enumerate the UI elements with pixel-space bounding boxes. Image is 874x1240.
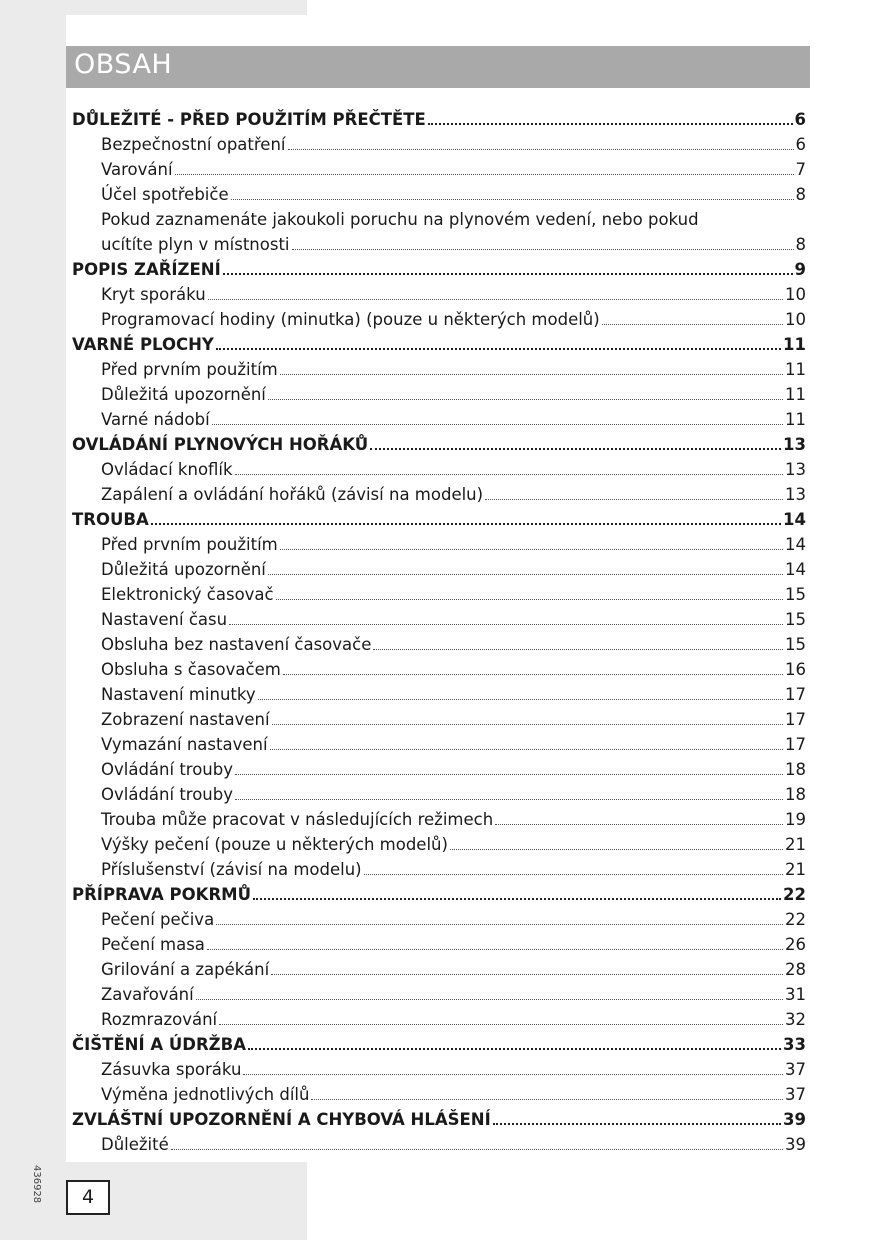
toc-section-entry[interactable] (66, 1107, 806, 1132)
toc-entry-label: Důležité (101, 1135, 169, 1154)
toc-entry-label: Zobrazení nastavení (101, 710, 270, 729)
toc-subsection-entry[interactable] (66, 282, 806, 307)
toc-entry-label: Výměna jednotlivých dílů (101, 1085, 310, 1104)
dot-leader (270, 749, 783, 750)
toc-subsection-entry[interactable] (66, 657, 806, 682)
dot-leader (450, 849, 783, 850)
dot-leader (253, 898, 781, 900)
toc-page-number: 6 (794, 110, 806, 129)
dot-leader (364, 874, 783, 875)
toc-page-number: 11 (785, 410, 806, 429)
page-number: 4 (66, 1180, 110, 1215)
toc-page-number: 8 (795, 185, 806, 204)
toc-page-number: 37 (785, 1060, 806, 1079)
title-bar (66, 46, 810, 88)
toc-subsection-entry[interactable] (66, 607, 806, 632)
toc-subsection-entry[interactable] (66, 1007, 806, 1032)
toc-subsection-entry[interactable] (66, 182, 806, 207)
toc-page-number: 9 (794, 260, 806, 279)
toc-page-number: 18 (785, 760, 806, 779)
toc-page-number: 10 (785, 285, 806, 304)
dot-leader (276, 599, 783, 600)
toc-subsection-entry[interactable] (66, 957, 806, 982)
dot-leader (212, 424, 783, 425)
toc-entry-label: Zapálení a ovládání hořáků (závisí na modelu) (101, 485, 484, 504)
toc-entry-label: ZVLÁŠTNÍ UPOZORNĚNÍ A CHYBOVÁ HLÁŠENÍ (72, 1110, 491, 1129)
dot-leader (370, 448, 781, 450)
toc-subsection-entry[interactable] (66, 457, 806, 482)
table-of-contents (66, 107, 806, 1157)
toc-entry-label: Nastavení minutky (101, 685, 256, 704)
dot-leader (235, 474, 783, 475)
dot-leader (175, 174, 794, 175)
toc-subsection-entry[interactable] (66, 757, 806, 782)
toc-subsection-entry[interactable] (66, 532, 806, 557)
dot-leader (280, 549, 783, 550)
toc-entry-label: DŮLEŽITÉ - PŘED POUŽITÍM PŘEČTĚTE (72, 110, 426, 129)
toc-subsection-entry[interactable] (66, 157, 806, 182)
toc-entry-label: Příslušenství (závisí na modelu) (101, 860, 362, 879)
dot-leader (223, 273, 793, 275)
toc-page-number: 11 (783, 335, 806, 354)
dot-leader (248, 1048, 781, 1050)
dot-leader (243, 1074, 783, 1075)
toc-subsection-entry[interactable] (66, 982, 806, 1007)
dot-leader (280, 374, 783, 375)
toc-entry-label: Účel spotřebiče (101, 185, 229, 204)
toc-section-entry[interactable] (66, 107, 806, 132)
toc-page-number: 31 (785, 985, 806, 1004)
dot-leader (292, 249, 794, 250)
toc-subsection-entry[interactable] (66, 132, 806, 157)
toc-page-number: 16 (785, 660, 806, 679)
dot-leader (272, 724, 783, 725)
toc-subsection-entry[interactable] (66, 732, 806, 757)
toc-subsection-entry[interactable] (66, 482, 806, 507)
toc-entry-label: Obsluha bez nastavení časovače (101, 635, 372, 654)
dot-leader (268, 574, 783, 575)
toc-page-number: 7 (795, 160, 806, 179)
toc-subsection-entry[interactable] (66, 1132, 806, 1157)
toc-subsection-entry[interactable] (66, 707, 806, 732)
toc-page-number: 21 (785, 860, 806, 879)
toc-entry-label: Vymazání nastavení (101, 735, 268, 754)
dot-leader (208, 299, 783, 300)
toc-subsection-entry[interactable] (66, 682, 806, 707)
toc-entry-label: VARNÉ PLOCHY (72, 335, 214, 354)
toc-page-number: 10 (785, 310, 806, 329)
toc-entry-label: Pečení masa (101, 935, 205, 954)
toc-section-entry[interactable] (66, 332, 806, 357)
dot-leader (271, 974, 783, 975)
toc-entry-label: Před prvním použitím (101, 360, 278, 379)
toc-entry-label: Ovládání trouby (101, 785, 233, 804)
dot-leader (235, 774, 783, 775)
toc-page-number: 15 (785, 635, 806, 654)
toc-page-number: 32 (785, 1010, 806, 1029)
dot-leader (428, 123, 793, 125)
dot-leader (602, 324, 783, 325)
dot-leader (495, 824, 783, 825)
toc-page-number: 22 (785, 910, 806, 929)
toc-page-number: 13 (783, 435, 806, 454)
toc-entry-label: Před prvním použitím (101, 535, 278, 554)
dot-leader (485, 499, 783, 500)
toc-page-number: 8 (795, 235, 806, 254)
toc-page-number: 33 (783, 1035, 806, 1054)
toc-subsection-entry[interactable] (66, 857, 806, 882)
toc-entry-label: Grilování a zapékání (101, 960, 270, 979)
dot-leader (283, 674, 783, 675)
dot-leader (229, 624, 783, 625)
toc-entry-label: Varování (101, 160, 173, 179)
toc-section-entry[interactable] (66, 507, 806, 532)
toc-entry-label: OVLÁDÁNÍ PLYNOVÝCH HOŘÁKŮ (72, 435, 369, 454)
page-title: OBSAH (74, 49, 173, 80)
dot-leader (258, 699, 783, 700)
toc-entry-label: Elektronický časovač (101, 585, 274, 604)
dot-leader (196, 999, 783, 1000)
toc-page-number: 39 (783, 1110, 806, 1129)
toc-page-number: 39 (785, 1135, 806, 1154)
toc-entry-label: ČIŠTĚNÍ A ÚDRŽBA (72, 1035, 246, 1054)
toc-entry-label: Obsluha s časovačem (101, 660, 281, 679)
toc-subsection-entry[interactable] (66, 832, 806, 857)
toc-page-number: 28 (785, 960, 806, 979)
toc-subsection-entry[interactable] (66, 932, 806, 957)
dot-leader (219, 1024, 783, 1025)
toc-subsection-entry[interactable] (66, 907, 806, 932)
dot-leader (311, 1099, 783, 1100)
toc-entry-label: Výšky pečení (pouze u některých modelů) (101, 835, 448, 854)
toc-page-number: 13 (785, 460, 806, 479)
toc-section-entry[interactable] (66, 257, 806, 282)
toc-entry-label: PŘÍPRAVA POKRMŮ (72, 885, 251, 904)
toc-subsection-entry[interactable] (66, 1057, 806, 1082)
toc-entry-continued-line[interactable] (66, 207, 806, 232)
toc-entry-label: Varné nádobí (101, 410, 210, 429)
toc-entry-label: Trouba může pracovat v následujících režimech (101, 810, 494, 829)
toc-page-number: 26 (785, 935, 806, 954)
toc-page-number: 21 (785, 835, 806, 854)
dot-leader (288, 149, 794, 150)
toc-subsection-entry[interactable] (66, 357, 806, 382)
toc-section-entry[interactable] (66, 1032, 806, 1057)
toc-entry-label: Důležitá upozornění (101, 560, 266, 579)
dot-leader (151, 523, 781, 525)
toc-subsection-entry[interactable] (66, 582, 806, 607)
toc-section-entry[interactable] (66, 432, 806, 457)
toc-entry-label: ucítíte plyn v místnosti (101, 235, 290, 254)
dot-leader (216, 924, 783, 925)
toc-page-number: 17 (785, 685, 806, 704)
toc-entry-label: Ovládací knoflík (101, 460, 233, 479)
toc-entry-label: Ovládání trouby (101, 760, 233, 779)
toc-subsection-entry[interactable] (66, 407, 806, 432)
toc-entry-label: Programovací hodiny (minutka) (pouze u některých modelů) (101, 310, 600, 329)
toc-entry-label: Pokud zaznamenáte jakoukoli poruchu na plynovém vedení, nebo pokud (101, 210, 699, 229)
toc-entry-label: Rozmrazování (101, 1010, 218, 1029)
toc-subsection-entry[interactable] (66, 782, 806, 807)
dot-leader (231, 199, 794, 200)
toc-page-number: 14 (785, 560, 806, 579)
toc-page-number: 22 (783, 885, 806, 904)
toc-page-number: 17 (785, 735, 806, 754)
toc-section-entry[interactable] (66, 882, 806, 907)
toc-page-number: 11 (785, 385, 806, 404)
toc-entry-label: Nastavení času (101, 610, 228, 629)
dot-leader (235, 799, 783, 800)
toc-page-number: 18 (785, 785, 806, 804)
toc-page-number: 13 (785, 485, 806, 504)
toc-entry-label: Zásuvka sporáku (101, 1060, 242, 1079)
toc-page-number: 37 (785, 1085, 806, 1104)
document-code: 436928 (31, 1165, 42, 1204)
toc-entry-label: Bezpečnostní opatření (101, 135, 286, 154)
dot-leader (216, 348, 781, 350)
toc-subsection-entry[interactable] (66, 307, 806, 332)
dot-leader (493, 1123, 781, 1125)
toc-entry-label: POPIS ZAŘÍZENÍ (72, 260, 221, 279)
toc-subsection-entry[interactable] (66, 632, 806, 657)
toc-page-number: 17 (785, 710, 806, 729)
toc-entry-label: TROUBA (72, 510, 149, 529)
toc-page-number: 15 (785, 585, 806, 604)
dot-leader (207, 949, 783, 950)
toc-entry-label: Pečení pečiva (101, 910, 215, 929)
toc-subsection-entry[interactable] (66, 382, 806, 407)
toc-entry-label: Důležitá upozornění (101, 385, 266, 404)
dot-leader (171, 1149, 783, 1150)
toc-entry-label: Zavařování (101, 985, 194, 1004)
toc-entry-label: Kryt sporáku (101, 285, 206, 304)
dot-leader (373, 649, 783, 650)
toc-subsection-entry[interactable] (66, 1082, 806, 1107)
toc-page-number: 6 (795, 135, 806, 154)
toc-page-number: 14 (785, 535, 806, 554)
toc-subsection-entry[interactable] (66, 807, 806, 832)
dot-leader (268, 399, 783, 400)
toc-subsection-entry[interactable] (66, 232, 806, 257)
toc-page-number: 14 (783, 510, 806, 529)
toc-page-number: 11 (785, 360, 806, 379)
toc-page-number: 19 (785, 810, 806, 829)
toc-page-number: 15 (785, 610, 806, 629)
toc-subsection-entry[interactable] (66, 557, 806, 582)
